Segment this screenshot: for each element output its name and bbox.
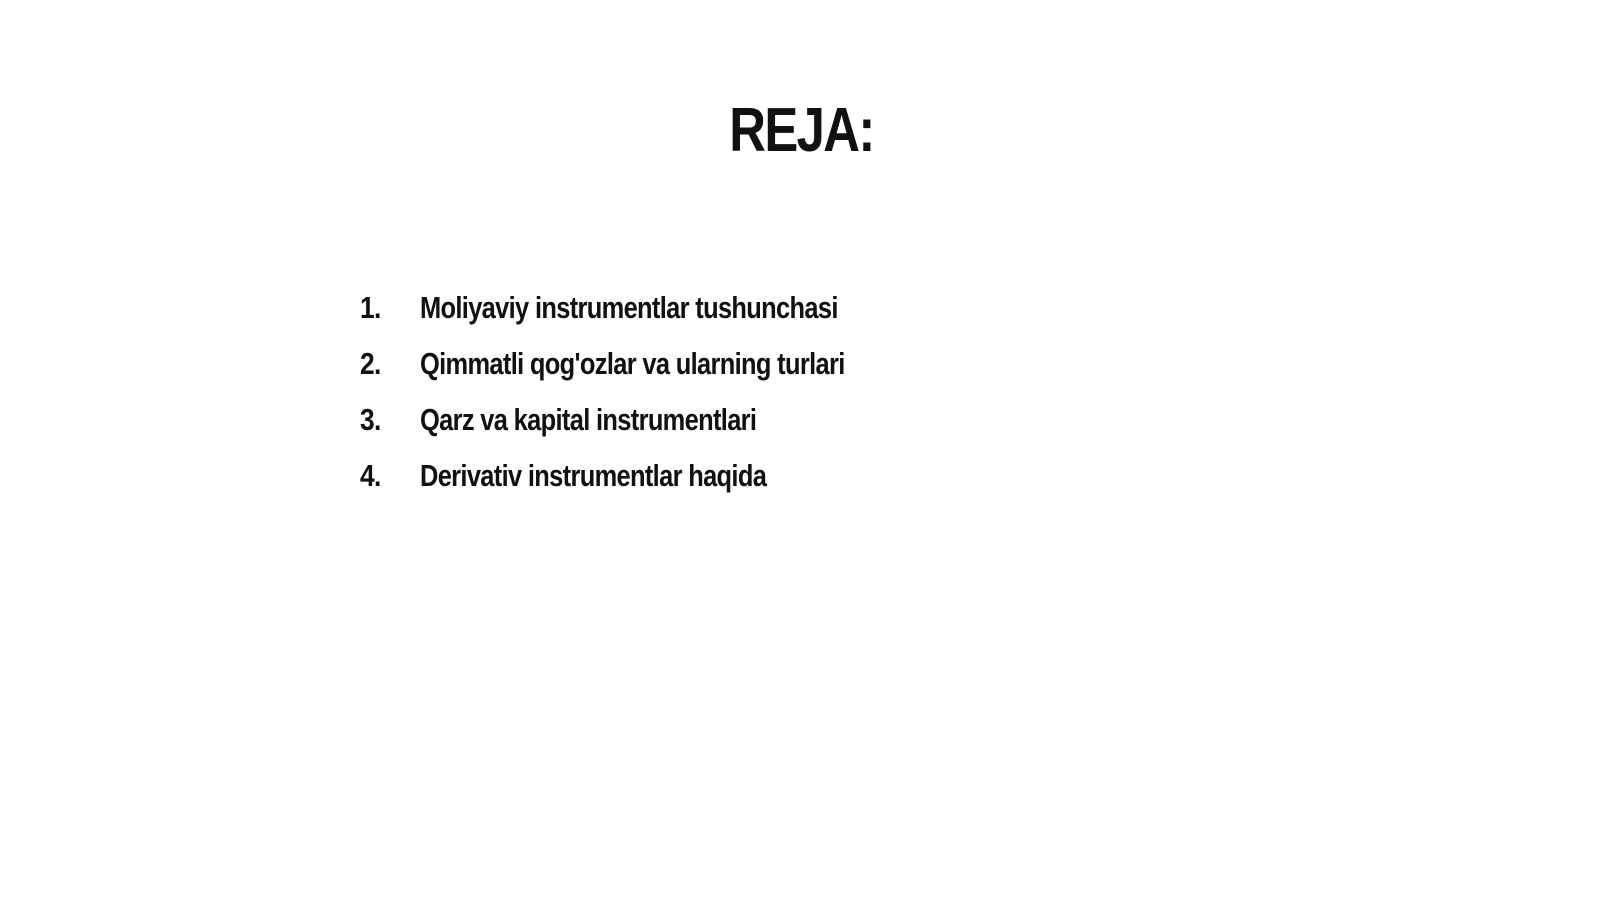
list-item-number: 2.	[360, 346, 381, 381]
list-item	[360, 458, 938, 514]
list-item-text: Qimmatli qog'ozlar va ularning turlari	[420, 346, 845, 381]
list-item-text: Moliyaviy instrumentlar tushunchasi	[420, 290, 838, 325]
list-item	[360, 402, 938, 458]
list-item-text: Qarz va kapital instrumentlari	[420, 402, 757, 437]
plan-list	[360, 290, 938, 514]
list-item-number: 4.	[360, 458, 381, 493]
slide-title: REJA:	[729, 96, 874, 165]
list-item-number: 1.	[360, 290, 381, 325]
list-item-text: Derivativ instrumentlar haqida	[420, 458, 767, 493]
list-item	[360, 346, 938, 402]
list-item	[360, 290, 938, 346]
list-item-number: 3.	[360, 402, 381, 437]
